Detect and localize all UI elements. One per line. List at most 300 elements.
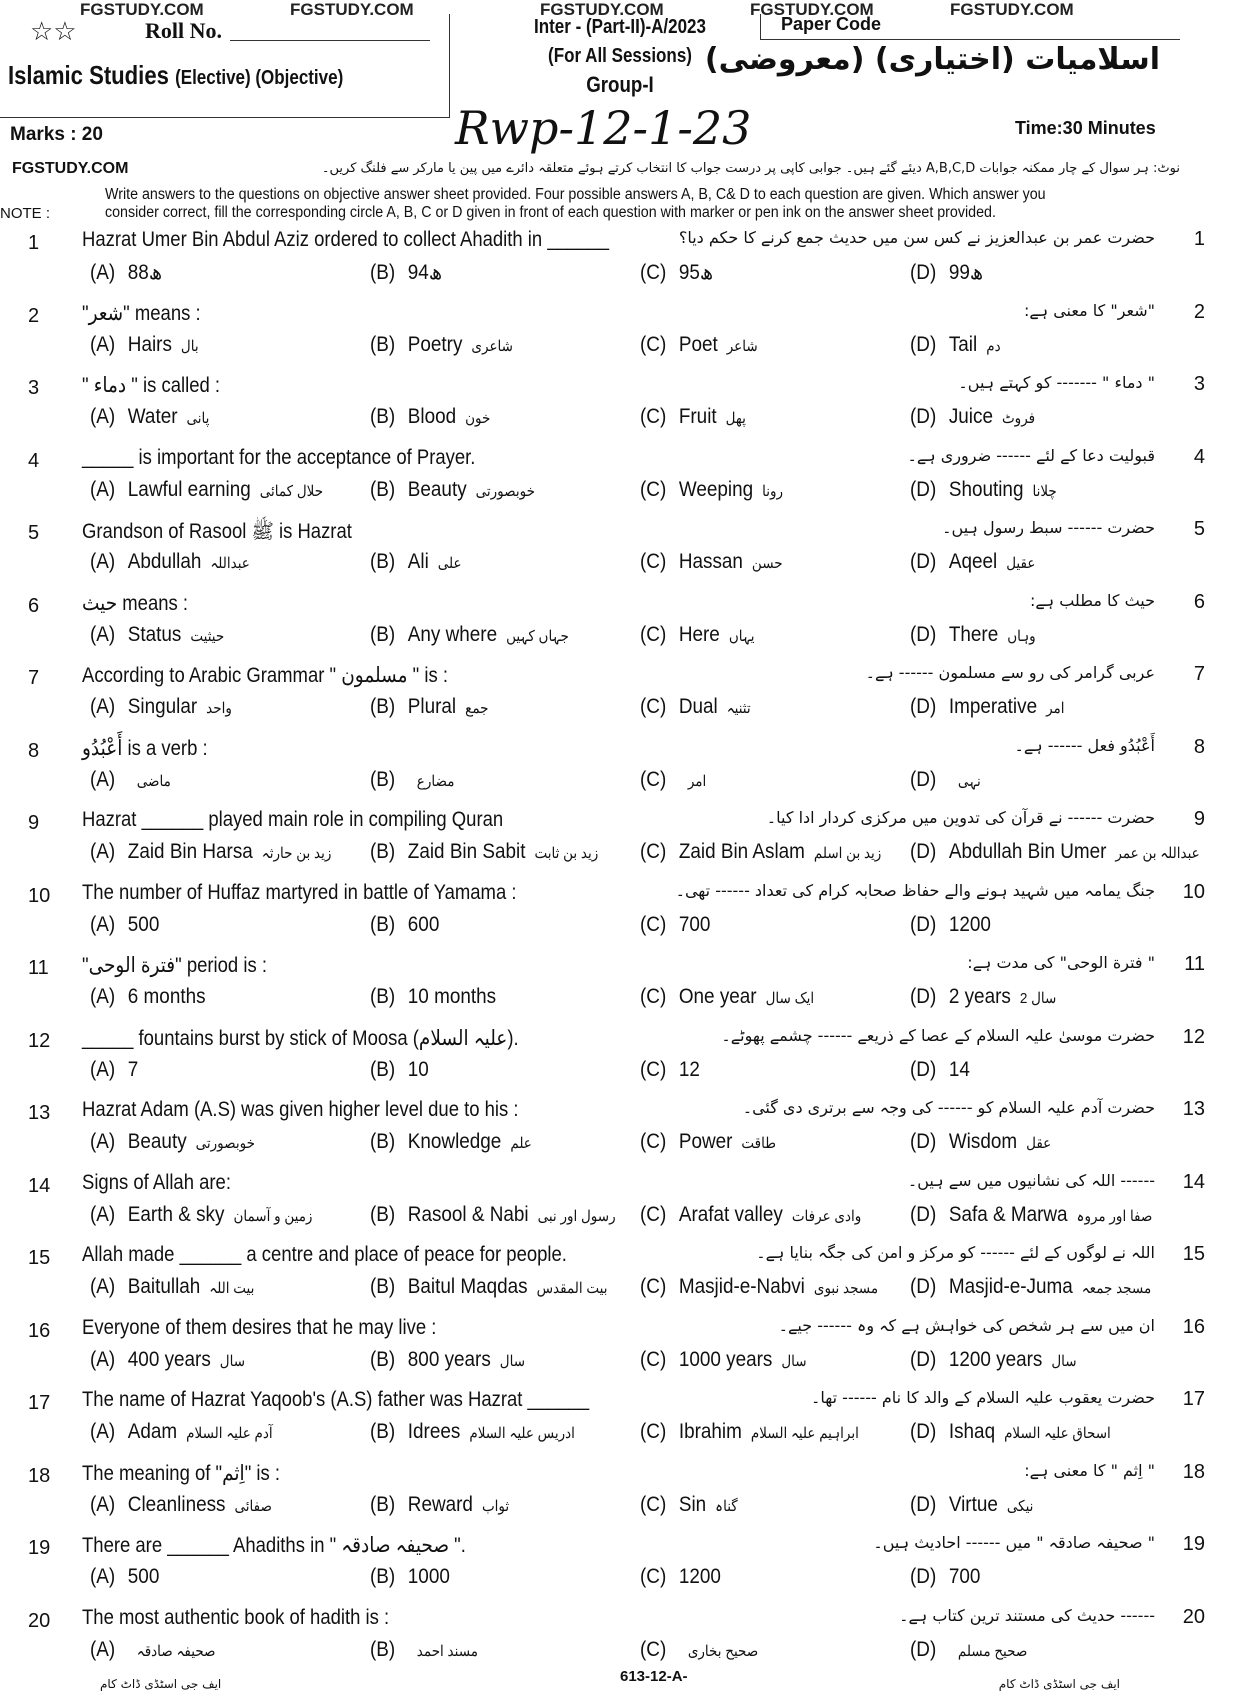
question-number-urdu: 20 xyxy=(1182,1605,1205,1628)
option-english: 6 months xyxy=(127,985,206,1008)
paper-code: Paper Code xyxy=(760,14,1180,40)
watermark: FGSTUDY.COM xyxy=(12,160,129,177)
question-english: The meaning of "اِثم" is : xyxy=(82,1461,280,1485)
question-number: 18 xyxy=(28,1464,51,1487)
question-urdu: ------ حدیث کی مستند ترین کتاب ہے۔ xyxy=(899,1605,1155,1625)
options-row xyxy=(0,840,1250,876)
option-english: 12 xyxy=(678,1057,700,1081)
option-letter: (B) xyxy=(370,985,396,1008)
option-letter: (A) xyxy=(90,405,116,428)
question-item xyxy=(0,228,1250,301)
options-row xyxy=(0,1275,1250,1311)
option xyxy=(370,1130,532,1154)
option-letter: (B) xyxy=(370,695,396,718)
question-urdu: "شعر" کا معنی ہے: xyxy=(1023,300,1155,320)
question-item xyxy=(0,591,1250,664)
question-item xyxy=(0,1461,1250,1534)
option-letter: (C) xyxy=(640,912,667,936)
option-english: Reward xyxy=(407,1492,473,1516)
option xyxy=(640,695,751,719)
paper-title xyxy=(8,60,343,91)
option-english: Juice xyxy=(948,405,993,428)
option-urdu: زید بن حارثہ xyxy=(261,845,332,862)
option xyxy=(910,405,1035,429)
question-urdu: حضرت موسیٰ علیہ السلام کے عصا کے ذریعے ------ چشمے پھوٹے۔ xyxy=(721,1025,1155,1045)
question-urdu: " فترة الوحی" کی مدت ہے: xyxy=(967,953,1155,972)
option-letter: (A) xyxy=(90,1202,116,1226)
option-urdu: حلال کمائی xyxy=(259,482,324,500)
option xyxy=(90,1493,272,1517)
option xyxy=(370,260,451,285)
option-urdu: وہاں xyxy=(1007,627,1036,645)
option-urdu: چلانا xyxy=(1032,482,1057,500)
options-row xyxy=(0,1130,1250,1166)
option xyxy=(370,840,598,864)
option-english: Arafat valley xyxy=(678,1202,783,1226)
question-urdu: اللہ نے لوگوں کے لئے ------ کو مرکز و امن کی جگہ بنایا ہے۔ xyxy=(756,1243,1155,1262)
option-letter: (D) xyxy=(910,767,937,791)
question-english: The most authentic book of hadith is : xyxy=(82,1605,390,1629)
watermark: FGSTUDY.COM xyxy=(950,0,1074,19)
footer-urdu: ایف جی اسٹڈی ڈاٹ کام xyxy=(100,1677,222,1691)
option-english: 10 xyxy=(407,1057,429,1081)
option-english: Power xyxy=(678,1130,733,1153)
question-number-urdu: 10 xyxy=(1182,880,1205,903)
option xyxy=(90,1420,273,1444)
option-urdu: علم xyxy=(510,1135,532,1152)
question-number-urdu: 1 xyxy=(1193,228,1205,250)
option xyxy=(910,1565,989,1589)
option-letter: (B) xyxy=(370,1347,396,1371)
option-letter: (D) xyxy=(910,332,937,356)
option-english: One year xyxy=(678,985,757,1008)
option-letter: (B) xyxy=(370,622,396,646)
stars-icon: ☆☆ xyxy=(30,16,77,46)
option-english: Water xyxy=(127,405,178,428)
option-letter: (D) xyxy=(910,1130,937,1153)
question-number-urdu: 17 xyxy=(1182,1388,1205,1410)
option xyxy=(910,333,1001,357)
options-row xyxy=(0,478,1250,514)
question-number-urdu: 7 xyxy=(1193,663,1205,685)
option-english: Knowledge xyxy=(407,1130,502,1153)
option xyxy=(370,1275,607,1299)
option-letter: (C) xyxy=(640,1202,667,1226)
option-english: 99ھ xyxy=(948,261,984,284)
question-number-urdu: 13 xyxy=(1182,1098,1205,1120)
option-letter: (D) xyxy=(910,477,937,501)
option-letter: (D) xyxy=(910,405,937,428)
option-letter: (A) xyxy=(90,1565,116,1588)
option-urdu: مسند احمد xyxy=(416,1642,478,1660)
options-row xyxy=(0,1565,1250,1601)
option-letter: (D) xyxy=(910,1492,937,1516)
option xyxy=(90,333,199,357)
option xyxy=(640,333,758,357)
question-number: 2 xyxy=(28,304,40,327)
question-number-urdu: 16 xyxy=(1182,1315,1205,1338)
question-urdu: " دماء " ------- کو کہتے ہیں۔ xyxy=(958,373,1155,392)
question-item xyxy=(0,881,1250,954)
option xyxy=(370,768,454,792)
option-letter: (B) xyxy=(370,1492,396,1516)
option-urdu: ایک سال xyxy=(765,990,815,1007)
exam-name: Inter - (Part-II)-A/2023 xyxy=(534,16,706,38)
option xyxy=(910,550,1035,574)
option-letter: (A) xyxy=(90,985,116,1008)
option-letter: (C) xyxy=(640,1637,667,1661)
option-english: Any where xyxy=(407,622,498,646)
option-urdu: ثواب xyxy=(481,1497,510,1515)
option-english: Abdullah xyxy=(127,550,202,573)
option-urdu: رونا xyxy=(762,482,784,500)
question-number-urdu: 14 xyxy=(1182,1170,1205,1193)
option-english: Hairs xyxy=(127,332,172,356)
option xyxy=(90,1638,215,1662)
question-item xyxy=(0,1243,1250,1316)
option-urdu: عقل xyxy=(1026,1135,1052,1152)
option-urdu: گناہ xyxy=(715,1497,738,1515)
question-item xyxy=(0,301,1250,374)
question-urdu: " اِثم " کا معنی ہے: xyxy=(1024,1460,1155,1480)
option xyxy=(910,1058,979,1082)
option xyxy=(90,695,232,719)
option-letter: (C) xyxy=(640,622,667,646)
option-letter: (B) xyxy=(370,261,396,284)
option-urdu: نہی xyxy=(957,772,981,790)
option-letter: (C) xyxy=(640,261,667,284)
question-urdu: حضرت ------ سبط رسول ہیں۔ xyxy=(942,518,1155,537)
watermark: FGSTUDY.COM xyxy=(540,0,664,19)
option-urdu: زید بن اسلم xyxy=(813,845,882,862)
option xyxy=(910,695,1065,719)
question-item xyxy=(0,808,1250,881)
option-english: 500 xyxy=(127,912,160,936)
option xyxy=(910,1130,1051,1154)
option-english: Status xyxy=(127,622,182,646)
options-row xyxy=(0,768,1250,804)
option-urdu: پانی xyxy=(186,410,210,427)
options-row xyxy=(0,550,1250,586)
option-urdu: ابراہیم علیہ السلام xyxy=(750,1425,859,1442)
option xyxy=(910,1420,1111,1444)
option-letter: (C) xyxy=(640,1057,667,1081)
option-english: Sin xyxy=(678,1492,707,1516)
question-english: Hazrat ______ played main role in compiling Quran xyxy=(82,808,504,831)
option xyxy=(910,985,1056,1009)
option-letter: (C) xyxy=(640,1565,667,1588)
option xyxy=(910,1493,1033,1517)
option-letter: (A) xyxy=(90,477,116,501)
option xyxy=(370,550,462,574)
question-number-urdu: 6 xyxy=(1193,590,1205,613)
option-english: Poetry xyxy=(407,332,463,356)
option-english: Imperative xyxy=(948,695,1038,718)
option-english: 95ھ xyxy=(678,261,714,284)
option-urdu: حسن xyxy=(751,555,783,572)
question-number-urdu: 9 xyxy=(1193,808,1205,830)
option-english: 94ھ xyxy=(407,261,443,284)
option-letter: (C) xyxy=(640,1492,667,1516)
options-row xyxy=(0,1058,1250,1094)
options-row xyxy=(0,333,1250,369)
question-number: 9 xyxy=(28,812,40,834)
option xyxy=(370,1348,525,1372)
option-letter: (A) xyxy=(90,840,116,863)
option-english: Abdullah Bin Umer xyxy=(948,840,1107,863)
option xyxy=(910,1348,1077,1372)
option-letter: (A) xyxy=(90,1130,116,1153)
question-urdu: جنگ یمامہ میں شہید ہونے والے حفاظ صحابہ کرام کی تعداد ------ تھی۔ xyxy=(675,880,1155,900)
question-number-urdu: 3 xyxy=(1193,373,1205,395)
options-row xyxy=(0,1348,1250,1384)
option-letter: (C) xyxy=(640,1420,667,1443)
option-english: 14 xyxy=(948,1057,970,1081)
option xyxy=(640,1420,859,1444)
question-number: 13 xyxy=(28,1102,51,1124)
question-english: "شعر" means : xyxy=(82,301,201,325)
option xyxy=(370,1058,438,1082)
option-english: Weeping xyxy=(678,477,754,501)
options-row xyxy=(0,913,1250,949)
question-english: _____ is important for the acceptance of Prayer. xyxy=(82,445,476,469)
option-letter: (C) xyxy=(640,405,667,428)
option xyxy=(90,1348,245,1372)
option xyxy=(90,985,215,1009)
note-urdu: نوٹ: ہر سوال کے چار ممکنہ جوابات A,B,C,D دیئے گئے ہیں۔ جوابی کاپی پر درست جواب کا انتخاب کرتے ہوئے متعلقہ دائرے میں پین یا مارکر سے فلنگ کریں۔ xyxy=(321,161,1180,176)
option-letter: (D) xyxy=(910,1057,937,1081)
option-letter: (B) xyxy=(370,477,396,501)
option-letter: (D) xyxy=(910,550,937,573)
option-english: Virtue xyxy=(948,1492,998,1516)
option-urdu: سال xyxy=(1051,1352,1077,1370)
question-item xyxy=(0,953,1250,1026)
option-english: Poet xyxy=(678,332,718,356)
option-urdu: شاعر xyxy=(726,337,758,355)
time: Time:30 Minutes xyxy=(1015,118,1156,138)
option xyxy=(640,260,722,285)
option-letter: (A) xyxy=(90,1637,116,1661)
options-row xyxy=(0,405,1250,441)
option xyxy=(370,1493,509,1517)
option xyxy=(370,695,488,719)
question-urdu: حضرت یعقوب علیہ السلام کے والد کا نام ------ تھا۔ xyxy=(811,1388,1155,1407)
question-english: According to Arabic Grammar " مسلمون " is : xyxy=(82,664,448,687)
option-english: 600 xyxy=(407,912,440,936)
option-english: Beauty xyxy=(407,477,467,501)
question-number: 16 xyxy=(28,1319,51,1342)
option-english: Aqeel xyxy=(948,550,998,573)
option-letter: (B) xyxy=(370,1202,396,1226)
option-urdu: خوبصورتی xyxy=(195,1135,255,1152)
option xyxy=(640,1638,758,1662)
options-row xyxy=(0,1420,1250,1456)
options-row xyxy=(0,623,1250,659)
option-urdu: مضارع xyxy=(416,772,455,790)
option-urdu: وادی عرفات xyxy=(791,1207,862,1225)
option-letter: (B) xyxy=(370,1637,396,1661)
option-letter: (B) xyxy=(370,405,396,428)
question-urdu: حیث کا مطلب ہے: xyxy=(1029,590,1155,610)
option-urdu: 2 سال xyxy=(1019,990,1057,1007)
option xyxy=(640,840,881,864)
option-urdu: حیثیت xyxy=(190,627,225,645)
footer-urdu: ایف جی اسٹڈی ڈاٹ کام xyxy=(998,1677,1120,1691)
option-urdu: عبداللہ بن عمر xyxy=(1115,845,1200,862)
option-urdu: آدم علیہ السلام xyxy=(186,1425,273,1442)
question-number-urdu: 4 xyxy=(1193,445,1205,468)
option-english: Shouting xyxy=(948,477,1024,501)
option-letter: (B) xyxy=(370,1130,396,1153)
option xyxy=(910,1638,1027,1662)
option-urdu: رسول اور نبی xyxy=(537,1207,616,1225)
option xyxy=(370,985,505,1009)
option-english: Cleanliness xyxy=(127,1492,226,1516)
options-row xyxy=(0,695,1250,731)
question-item xyxy=(0,1533,1250,1606)
option-english: Masjid-e-Nabvi xyxy=(678,1275,805,1298)
option-english: Zaid Bin Harsa xyxy=(127,840,253,863)
option xyxy=(640,1493,738,1517)
option-english: 10 months xyxy=(407,985,497,1008)
option-letter: (B) xyxy=(370,767,396,791)
option xyxy=(90,1565,168,1589)
question-number: 6 xyxy=(28,594,40,617)
option-english: Zaid Bin Sabit xyxy=(407,840,526,863)
option xyxy=(910,260,992,285)
option xyxy=(640,1130,776,1154)
option-urdu: صحیح مسلم xyxy=(957,1642,1028,1660)
option-english: Rasool & Nabi xyxy=(407,1202,529,1226)
option-letter: (D) xyxy=(910,1202,937,1226)
option xyxy=(370,1565,459,1589)
question-english: أَعْبُدُو is a verb : xyxy=(82,736,208,760)
option xyxy=(640,1275,878,1299)
question-item xyxy=(0,663,1250,736)
option-english: 2 years xyxy=(948,985,1011,1008)
option-urdu: جمع xyxy=(465,700,489,717)
question-number: 12 xyxy=(28,1029,51,1052)
option-letter: (C) xyxy=(640,1347,667,1371)
option-letter: (B) xyxy=(370,332,396,356)
option-letter: (C) xyxy=(640,550,667,573)
watermark: FGSTUDY.COM xyxy=(80,0,204,19)
option-letter: (C) xyxy=(640,840,667,863)
options-row xyxy=(0,985,1250,1021)
question-number: 14 xyxy=(28,1174,51,1197)
question-number-urdu: 11 xyxy=(1184,953,1205,975)
option xyxy=(640,405,746,429)
option-letter: (B) xyxy=(370,550,396,573)
option-urdu: خوبصورتی xyxy=(475,482,535,500)
option-urdu: طاقت xyxy=(741,1135,776,1152)
option-english: Lawful earning xyxy=(127,477,251,501)
option xyxy=(640,550,783,574)
option-urdu: علی xyxy=(437,555,462,572)
handwritten-note: Rwp-12-1-23 xyxy=(455,101,752,155)
option xyxy=(370,405,490,429)
question-number: 8 xyxy=(28,739,40,762)
option-letter: (A) xyxy=(90,767,116,791)
option-urdu: امر xyxy=(687,772,707,790)
question-urdu: حضرت عمر بن عبدالعزیز نے کس سن میں حدیث جمع کرنے کا حکم دیا؟ xyxy=(678,228,1155,247)
option-english: Baitul Maqdas xyxy=(407,1275,528,1298)
question-number: 20 xyxy=(28,1609,51,1632)
option-urdu: فروٹ xyxy=(1001,410,1036,427)
option-english: Masjid-e-Juma xyxy=(948,1275,1073,1298)
option-letter: (A) xyxy=(90,1347,116,1371)
option-letter: (A) xyxy=(90,1057,116,1081)
question-item xyxy=(0,518,1250,591)
option-letter: (D) xyxy=(910,1565,937,1588)
option-urdu: مسجد جمعہ xyxy=(1081,1280,1152,1297)
option-letter: (A) xyxy=(90,332,116,356)
option-urdu: صحیح بخاری xyxy=(687,1642,759,1660)
option-urdu: زید بن ثابت xyxy=(534,845,599,862)
option xyxy=(640,478,783,502)
question-item xyxy=(0,1316,1250,1389)
option-urdu: عقیل xyxy=(1006,555,1036,572)
option xyxy=(640,985,814,1009)
option-letter: (A) xyxy=(90,1275,116,1298)
option-english: Idrees xyxy=(407,1420,461,1443)
option-english: 7 xyxy=(127,1057,139,1081)
option-letter: (D) xyxy=(910,1420,937,1443)
question-english: There are ______ Ahadiths in " صحیفہ صادقہ ". xyxy=(82,1534,466,1557)
option xyxy=(370,1203,616,1227)
option-urdu: بال xyxy=(180,337,199,355)
option-letter: (C) xyxy=(640,985,667,1008)
question-item xyxy=(0,446,1250,519)
option-letter: (C) xyxy=(640,767,667,791)
option-english: There xyxy=(948,622,999,646)
option-urdu: صفا اور مروہ xyxy=(1076,1207,1153,1225)
options-row xyxy=(0,1493,1250,1529)
option xyxy=(90,1130,255,1154)
question-number: 19 xyxy=(28,1537,51,1559)
option-letter: (A) xyxy=(90,1420,116,1443)
option-english: 88ھ xyxy=(127,261,163,284)
option-urdu: عبداللہ xyxy=(210,555,250,572)
option-urdu: مسجد نبوی xyxy=(813,1280,879,1297)
question-number-urdu: 18 xyxy=(1182,1460,1205,1483)
option xyxy=(90,840,331,864)
option-letter: (C) xyxy=(640,1275,667,1298)
questions-list xyxy=(0,228,1250,1678)
question-english: The number of Huffaz martyred in battle of Yamama : xyxy=(82,880,517,904)
option xyxy=(640,623,755,647)
question-number: 4 xyxy=(28,449,40,472)
option xyxy=(910,1203,1152,1227)
option xyxy=(90,1058,147,1082)
option-english: Fruit xyxy=(678,405,717,428)
option xyxy=(90,1203,312,1227)
option xyxy=(910,913,1000,937)
option-urdu: بیت المقدس xyxy=(536,1280,608,1297)
question-urdu: ان میں سے ہر شخص کی خواہش ہے کہ وہ ------ جیے۔ xyxy=(778,1315,1155,1335)
option-urdu: صفائی xyxy=(234,1497,272,1515)
option-urdu: ماضی xyxy=(136,772,171,790)
option-english: Ishaq xyxy=(948,1420,996,1443)
option-english: 1000 years xyxy=(678,1347,773,1371)
paper-title-main: Islamic Studies xyxy=(8,60,169,90)
roll-no-line xyxy=(230,40,430,41)
option-letter: (D) xyxy=(910,1275,937,1298)
question-urdu: قبولیت دعا کے لئے ------ ضروری ہے۔ xyxy=(907,445,1155,465)
option-urdu: صحیفہ صادقہ xyxy=(136,1642,216,1660)
option-english: 1200 xyxy=(948,912,991,936)
question-item xyxy=(0,1171,1250,1244)
